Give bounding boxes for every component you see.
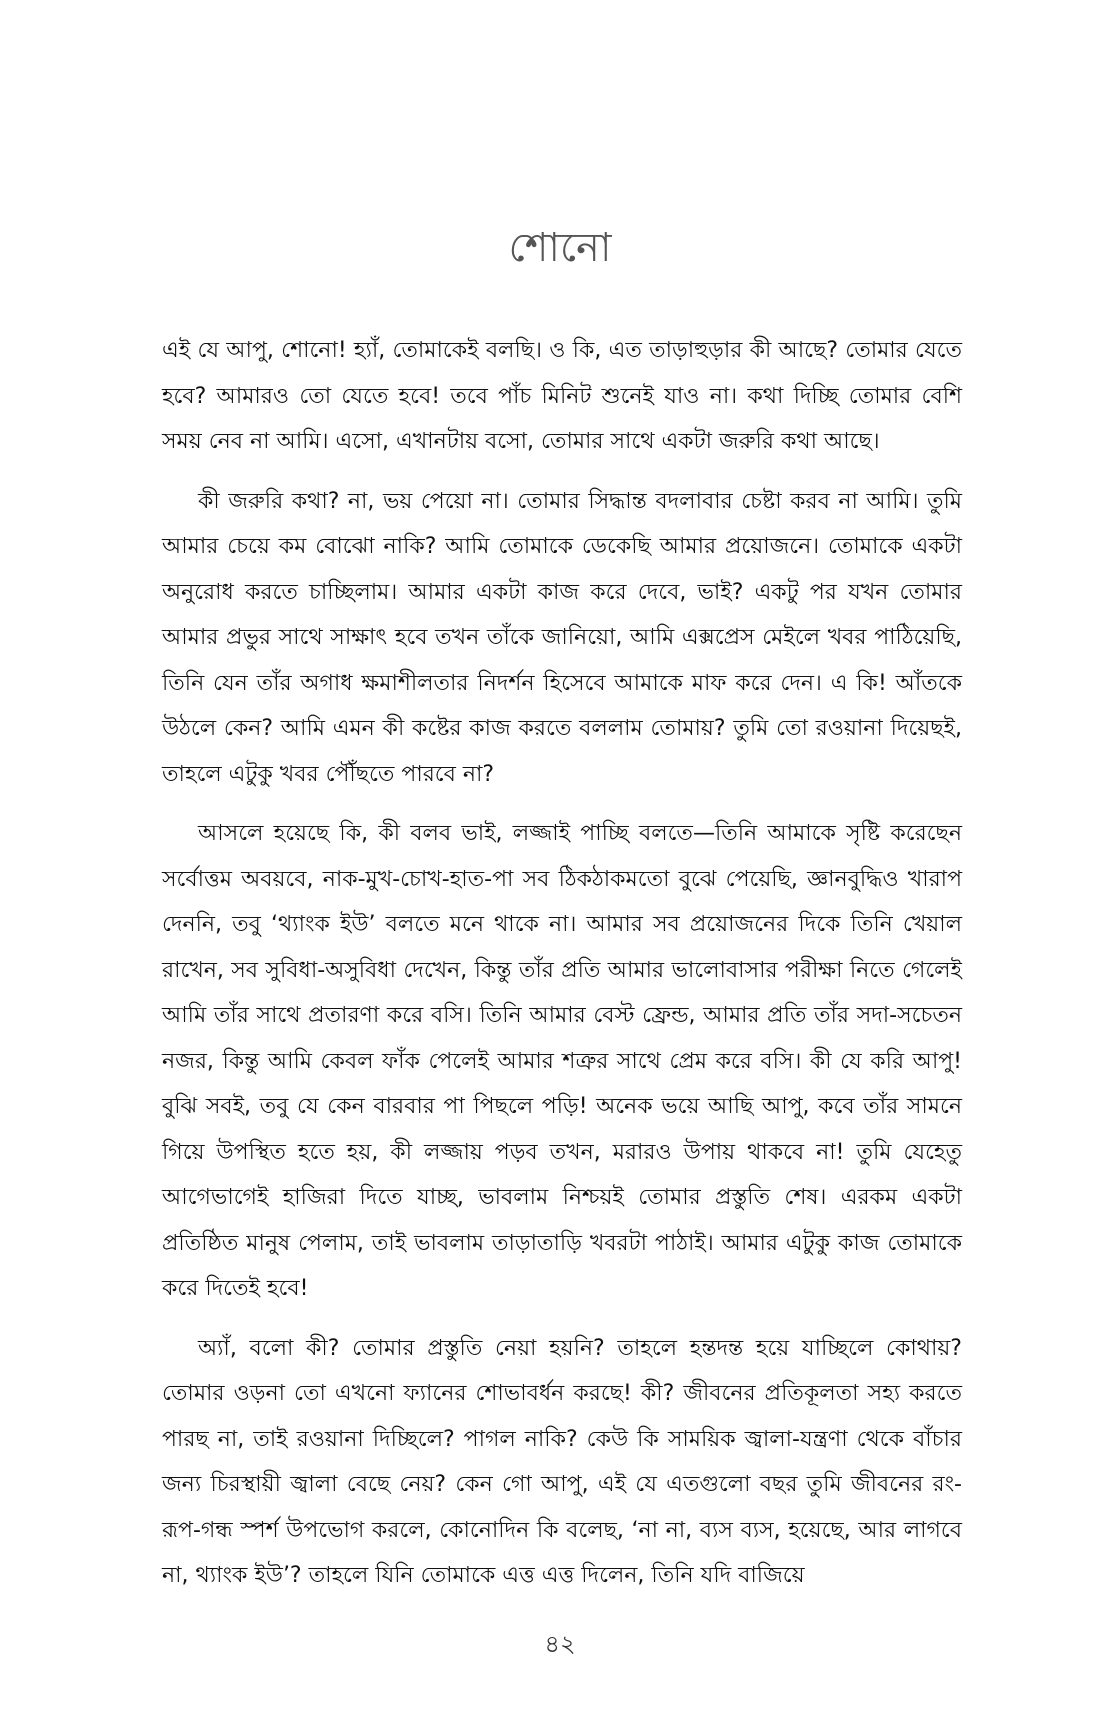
- paragraph-2: কী জরুরি কথা? না, ভয় পেয়ো না। তোমার সিদ্ধান্ত বদলাবার চেষ্টা করব না আমি। তুমি আমার চেয়ে কম বোঝো নাকি? আমি তোমাকে ডেকেছি আমার প্রয়োজনে। তোমাকে একটা অনুরোধ করতে চাচ্ছিলাম। আমার একটা কাজ করে দেবে, ভাই? একটু পর যখন তোমার আমার প্রভুর সাথে সাক্ষাৎ হবে তখন তাঁকে জানিয়ো, আমি এক্সপ্রেস মেইলে খবর পাঠিয়েছি, তিনি যেন তাঁর অগাধ ক্ষমাশীলতার নিদর্শন হিসেবে আমাকে মাফ করে দেন। এ কি! আঁতকে উঠলে কেন? আমি এমন কী কষ্টের কাজ করতে বললাম তোমায়? তুমি তো রওয়ানা দিয়েছই, তাহলে এটুকু খবর পৌঁছতে পারবে না?: [162, 488, 962, 787]
- body-text: [162, 328, 962, 1613]
- chapter-title: শোনো: [508, 225, 612, 271]
- paragraph-4: অ্যাঁ, বলো কী? তোমার প্রস্তুতি নেয়া হয়নি? তাহলে হন্তদন্ত হয়ে যাচ্ছিলে কোথায়? তোমার ওড়না তো এখনো ফ্যানের শোভাবর্ধন করছে! কী? জীবনের প্রতিকূলতা সহ্য করতে পারছ না, তাই রওয়ানা দিচ্ছিলে? পাগল নাকি? কেউ কি সাময়িক জ্বালা-যন্ত্রণা থেকে বাঁচার জন্য চিরস্থায়ী জ্বালা বেছে নেয়? কেন গো আপু, এই যে এতগুলো বছর তুমি জীবনের রং-রূপ-গন্ধ স্পর্শ উপভোগ করলে, কোনোদিন কি বলেছ, ‘না না, ব্যস ব্যস, হয়েছে, আর লাগবে না, থ্যাংক ইউ’? তাহলে যিনি তোমাকে এত্ত এত্ত দিলেন, তিনি যদি বাজিয়ে: [162, 1335, 962, 1588]
- paragraph-3: আসলে হয়েছে কি, কী বলব ভাই, লজ্জাই পাচ্ছি বলতে—তিনি আমাকে সৃষ্টি করেছেন সর্বোত্তম অবয়বে, নাক-মুখ-চোখ-হাত-পা সব ঠিকঠাকমতো বুঝে পেয়েছি, জ্ঞানবুদ্ধিও খারাপ দেননি, তবু ‘থ্যাংক ইউ’ বলতে মনে থাকে না। আমার সব প্রয়োজনের দিকে তিনি খেয়াল রাখেন, সব সুবিধা-অসুবিধা দেখেন, কিন্তু তাঁর প্রতি আমার ভালোবাসার পরীক্ষা নিতে গেলেই আমি তাঁর সাথে প্রতারণা করে বসি। তিনি আমার বেস্ট ফ্রেন্ড, আমার প্রতি তাঁর সদা-সচেতন নজর, কিন্তু আমি কেবল ফাঁক পেলেই আমার শত্রুর সাথে প্রেম করে বসি। কী যে করি আপু! বুঝি সবই, তবু যে কেন বারবার পা পিছলে পড়ি! অনেক ভয়ে আছি আপু, কবে তাঁর সামনে গিয়ে উপস্থিত হতে হয়, কী লজ্জায় পড়ব তখন, মরারও উপায় থাকবে না! তুমি যেহেতু আগেভাগেই হাজিরা দিতে যাচ্ছ, ভাবলাম নিশ্চয়ই তোমার প্রস্তুতি শেষ। এরকম একটা প্রতিষ্ঠিত মানুষ পেলাম, তাই ভাবলাম তাড়াতাড়ি খবরটা পাঠাই। আমার এটুকু কাজ তোমাকে করে দিতেই হবে!: [162, 821, 962, 1301]
- paragraph-1: এই যে আপু, শোনো! হ্যাঁ, তোমাকেই বলছি। ও কি, এত তাড়াহুড়ার কী আছে? তোমার যেতে হবে? আমারও তো যেতে হবে! তবে পাঁচ মিনিট শুনেই যাও না। কথা দিচ্ছি তোমার বেশি সময় নেব না আমি। এসো, এখানটায় বসো, তোমার সাথে একটা জরুরি কথা আছে।: [162, 338, 962, 454]
- page-number: ৪২: [544, 1630, 576, 1658]
